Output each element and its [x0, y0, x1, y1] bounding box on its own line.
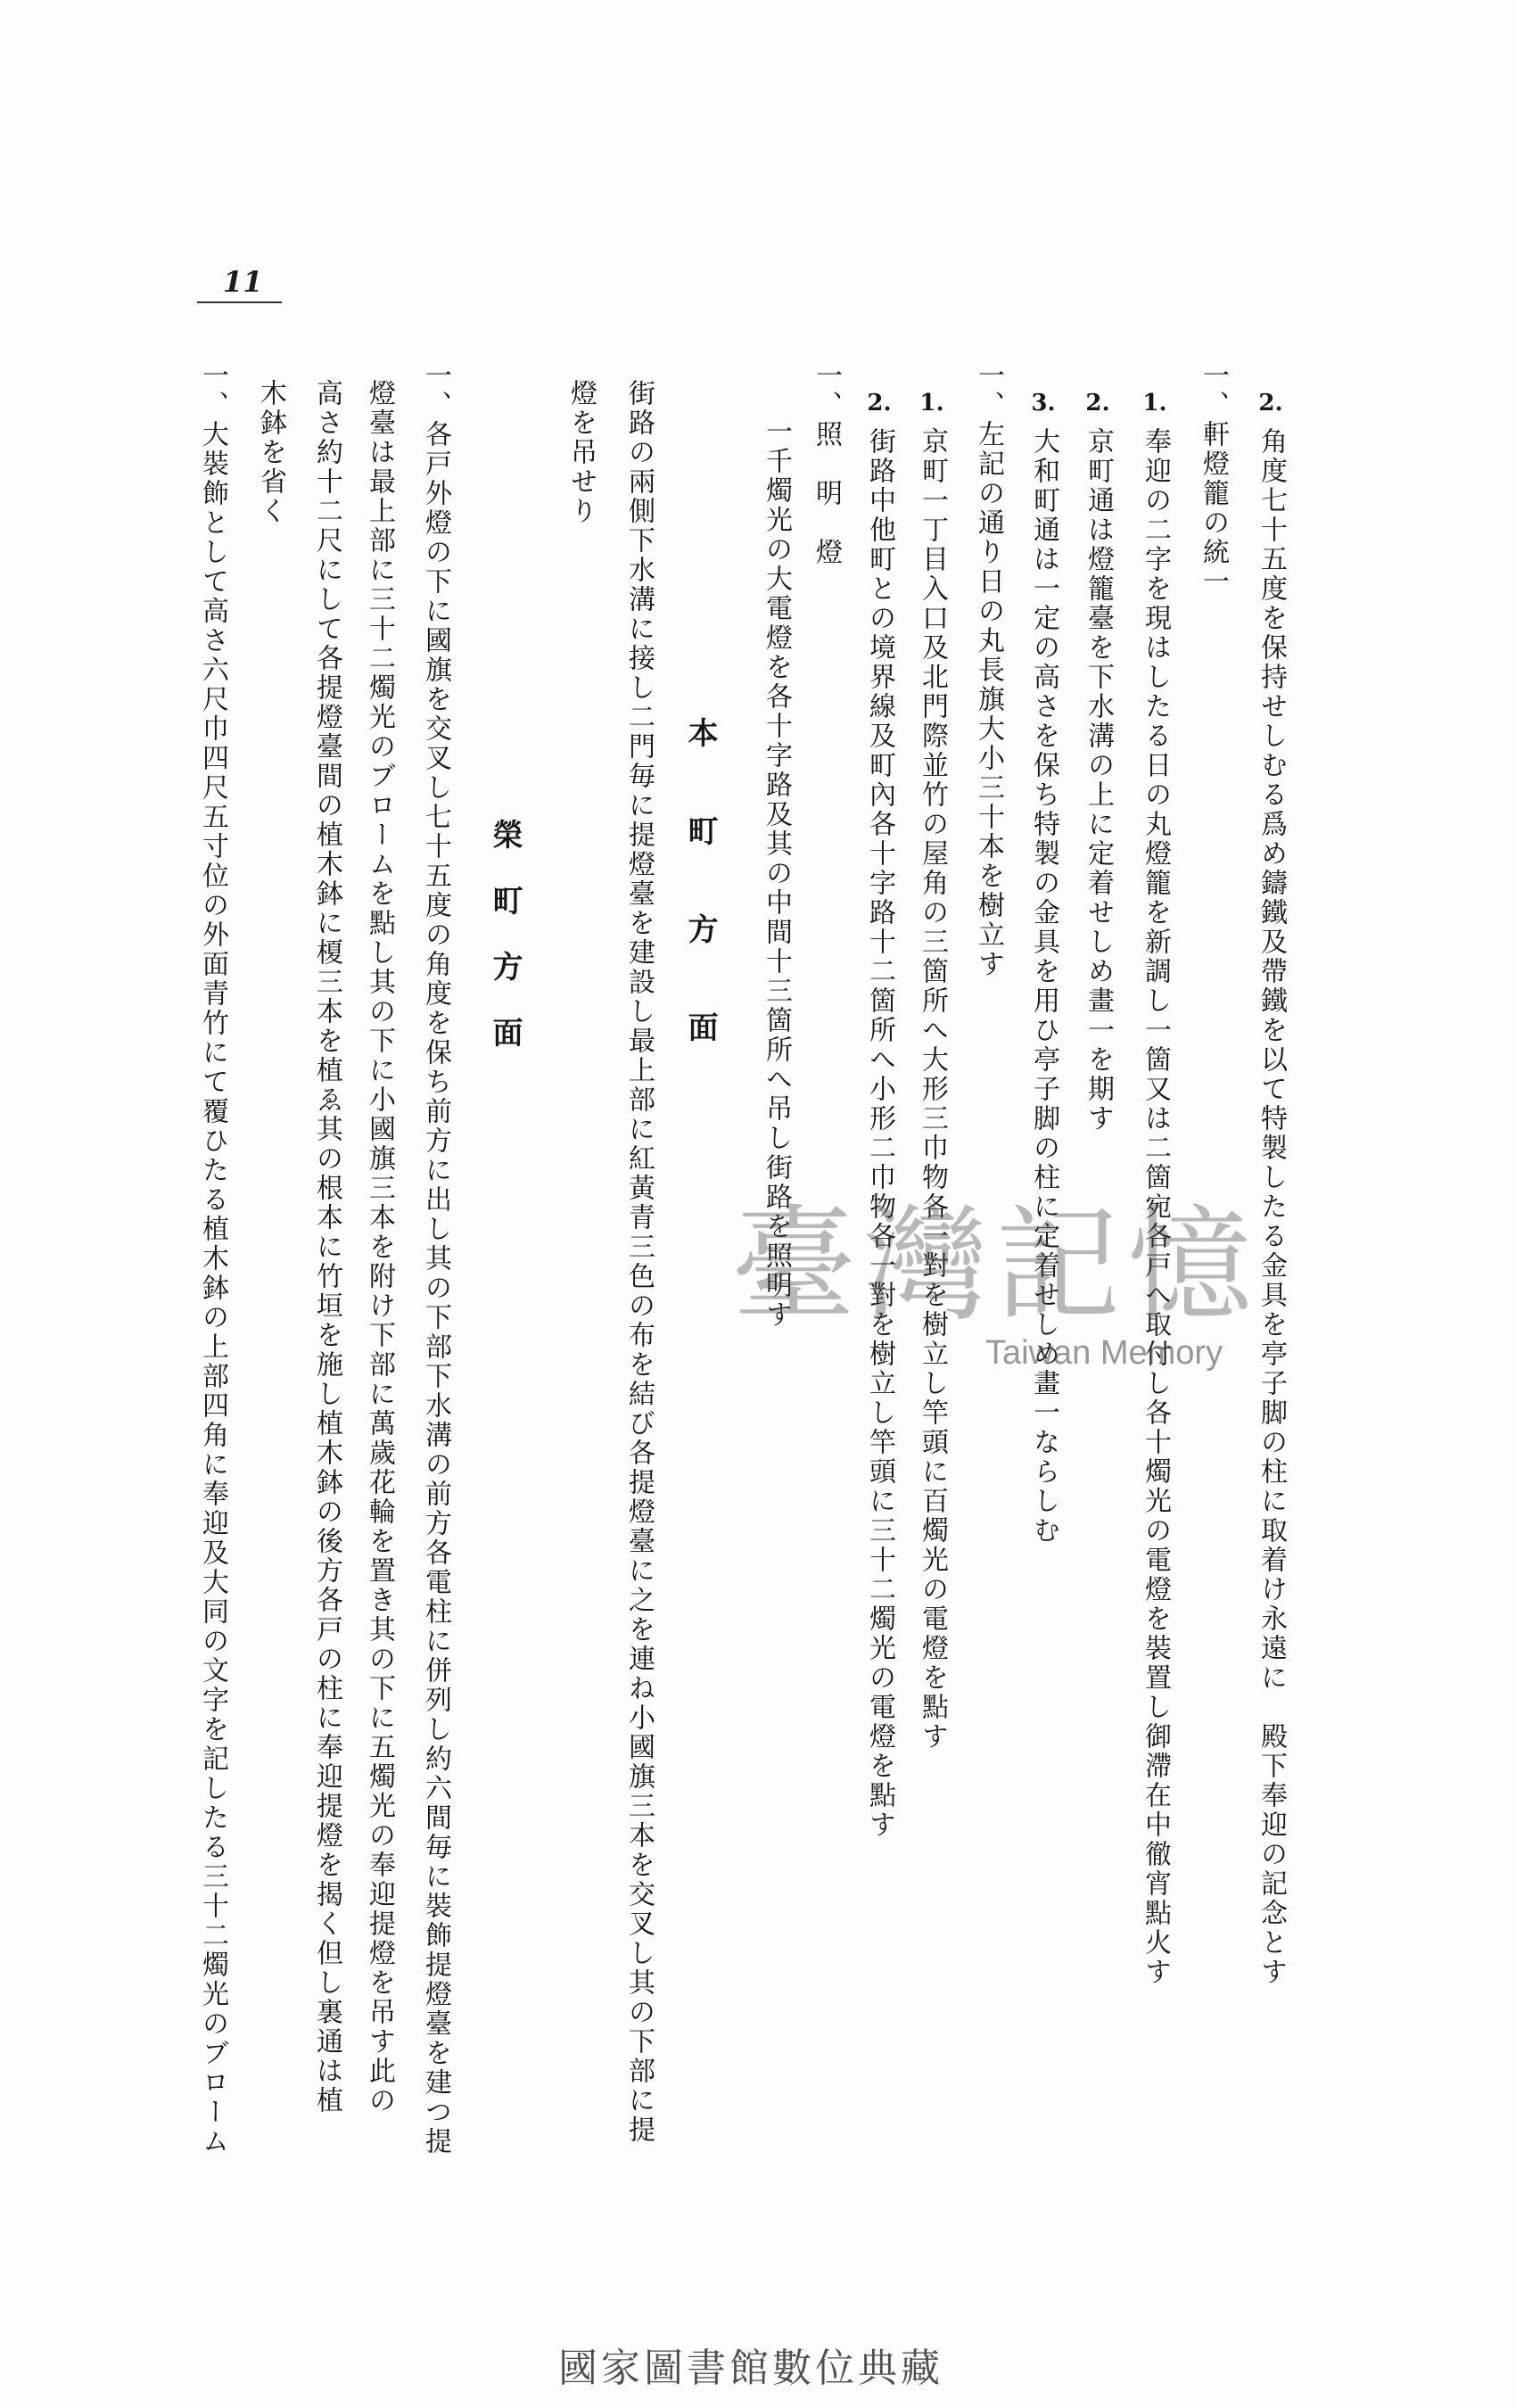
text-column — [861, 392, 897, 1840]
text-column — [1253, 392, 1289, 1987]
item-text: 街路の兩側下水溝に接し二門毎に提燈臺を建設し最上部に紅黃青三色の布を結び各提燈臺に之を連ね小國旗三本を交叉し其の下部に提 — [623, 379, 655, 2145]
item-text: 一、左記の通り日の丸長旗大小三十本を樹立す — [973, 361, 1004, 979]
item-text: 一、各戸外燈の下に國旗を交叉し七十五度の角度を保ち前方に出し其の下部下水溝の前方各電柱に併列し約六間毎に裝飾提燈臺を建つ提 — [420, 361, 451, 2156]
text-column — [361, 379, 397, 2115]
watermark-logo-title: 臺灣記憶 — [731, 1193, 1260, 1339]
text-column — [808, 361, 844, 567]
text-column — [970, 361, 1006, 979]
item-number: 1. — [1142, 392, 1167, 415]
item-text: 街路中他町との境界線及町內各十字路十二箇所へ小形二巾物各一對を樹立し竿頭に三十二燭光の電燈を點す — [864, 427, 895, 1840]
text-column — [914, 392, 950, 1752]
item-text: 燈臺は最上部に三十二燭光のブロームを點し其の下に小國旗三本を附け下部に萬歲花輪を置き其の下に五燭光の奉迎提燈を吊す此の — [364, 379, 395, 2115]
item-text: 一千燭光の大電燈を各十字路及其の中間十三箇所へ吊し街路を照明す — [761, 417, 792, 1330]
item-text: 一、軒燈籠の統一 — [1198, 361, 1229, 597]
page-number: 11 — [223, 265, 263, 299]
text-column — [1195, 361, 1231, 597]
item-text: 高さ約十二尺にして各提燈臺間の植木鉢に榎三本を植ゑ其の根本に竹垣を施し植木鉢の後方各戸の柱に奉迎提燈を揭く但し裏通は植 — [311, 379, 342, 2115]
text-column — [252, 379, 288, 526]
item-text: 木鉢を省く — [255, 379, 286, 526]
item-text: 燈を吊せり — [565, 379, 597, 526]
page-number-rule — [197, 301, 282, 303]
watermark-logo-subtitle: Taiwan Memory — [985, 1334, 1224, 1372]
section-heading-sakaemachi: 榮 町 方 面 — [487, 819, 523, 1050]
text-column — [1080, 392, 1116, 1134]
item-number: 2. — [867, 392, 892, 415]
item-text: 京町通は燈籠臺を下水溝の上に定着せしめ畫一を期す — [1083, 427, 1114, 1134]
text-column — [417, 361, 453, 2156]
text-column — [309, 379, 344, 2115]
text-column — [194, 361, 230, 2156]
library-footer: 國家圖書館數位典藏 — [558, 2346, 943, 2391]
item-text: 大和町通は一定の高さを保ち特製の金具を用ひ亭子脚の柱に定着せしめ畫一ならしむ — [1028, 427, 1059, 1546]
text-column — [1026, 392, 1061, 1546]
item-text: 京町一丁目入口及北門際並竹の屋角の三箇所へ大形三巾物各一對を樹立し竿頭に百燭光の電燈を點す — [917, 427, 948, 1752]
item-number: 3. — [1031, 392, 1056, 415]
item-text: 一、照 明 燈 — [811, 361, 842, 567]
item-text: 奉迎の二字を現はしたる日の丸燈籠を新調し一箇又は二箇宛各戸へ取付し各十燭光の電燈を裝置し御滯在中徹宵點火す — [1140, 427, 1171, 1987]
text-column — [563, 379, 598, 526]
text-column — [1137, 392, 1173, 1987]
item-number: 2. — [1258, 392, 1283, 415]
item-text: 角度七十五度を保持せしむる爲め鑄鐵及帶鐵を以て特製したる金具を亭子脚の柱に取着け永遠に 殿下奉迎の記念とす — [1256, 427, 1287, 1987]
item-number: 1. — [919, 392, 944, 415]
item-text: 一、大裝飾として高さ六尺巾四尺五寸位の外面青竹にて覆ひたる植木鉢の上部四角に奉迎及大同の文字を記したる三十二燭光のブローム — [197, 361, 228, 2156]
section-heading-honmachi: 本 町 方 面 — [682, 717, 718, 1060]
text-column — [621, 379, 656, 2145]
item-number: 2. — [1085, 392, 1110, 415]
